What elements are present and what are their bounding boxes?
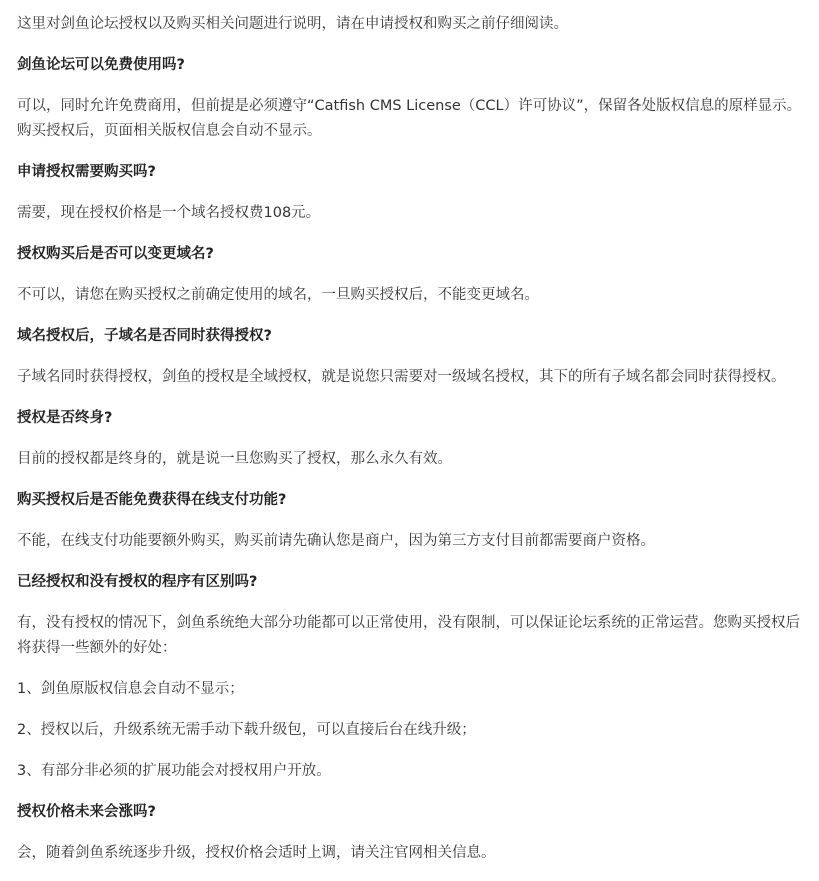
faq-answer-6: 不能，在线支付功能要额外购买，购买前请先确认您是商户，因为第三方支付目前都需要商户资格。 (17, 533, 655, 549)
faq-answer-7: 有，没有授权的情况下，剑鱼系统绝大部分功能都可以正常使用，没有限制，可以保证论坛系统的正常运营。您购买授权后将获得一些额外的好处： (17, 615, 800, 656)
faq-question-7: 已经授权和没有授权的程序有区别吗? (17, 574, 258, 590)
faq-question-5: 授权是否终身? (17, 410, 113, 426)
benefit-list-item-1: 1、剑鱼原版权信息会自动不显示； (17, 681, 244, 697)
faq-question-8: 授权价格未来会涨吗? (17, 804, 156, 820)
faq-answer-4: 子域名同时获得授权，剑鱼的授权是全域授权，就是说您只需要对一级域名授权，其下的所有子域名都会同时获得授权。 (17, 369, 786, 385)
faq-question-4: 域名授权后，子域名是否同时获得授权? (17, 328, 272, 344)
benefit-list-item-2: 2、授权以后，升级系统无需手动下载升级包，可以直接后台在线升级； (17, 722, 476, 738)
faq-answer-3: 不可以，请您在购买授权之前确定使用的域名，一旦购买授权后，不能变更域名。 (17, 287, 539, 303)
faq-question-2: 申请授权需要购买吗? (17, 164, 156, 180)
faq-question-3: 授权购买后是否可以变更域名? (17, 246, 214, 262)
faq-answer-2: 需要，现在授权价格是一个域名授权费108元。 (17, 205, 321, 221)
intro-text: 这里对剑鱼论坛授权以及购买相关问题进行说明，请在申请授权和购买之前仔细阅读。 (17, 16, 568, 32)
faq-answer-8: 会，随着剑鱼系统逐步升级，授权价格会适时上调，请关注官网相关信息。 (17, 845, 496, 861)
benefit-list-item-3: 3、有部分非必须的扩展功能会对授权用户开放。 (17, 763, 331, 779)
faq-question-6: 购买授权后是否能免费获得在线支付功能? (17, 492, 287, 508)
faq-answer-5: 目前的授权都是终身的，就是说一旦您购买了授权，那么永久有效。 (17, 451, 452, 467)
faq-answer-1: 可以，同时允许免费商用，但前提是必须遵守“Catfish CMS License（CCL）许可协议”，保留各处版权信息的原样显示。购买授权后，页面相关版权信息会自动不显示。 (17, 98, 802, 139)
faq-question-1: 剑鱼论坛可以免费使用吗? (17, 57, 185, 73)
